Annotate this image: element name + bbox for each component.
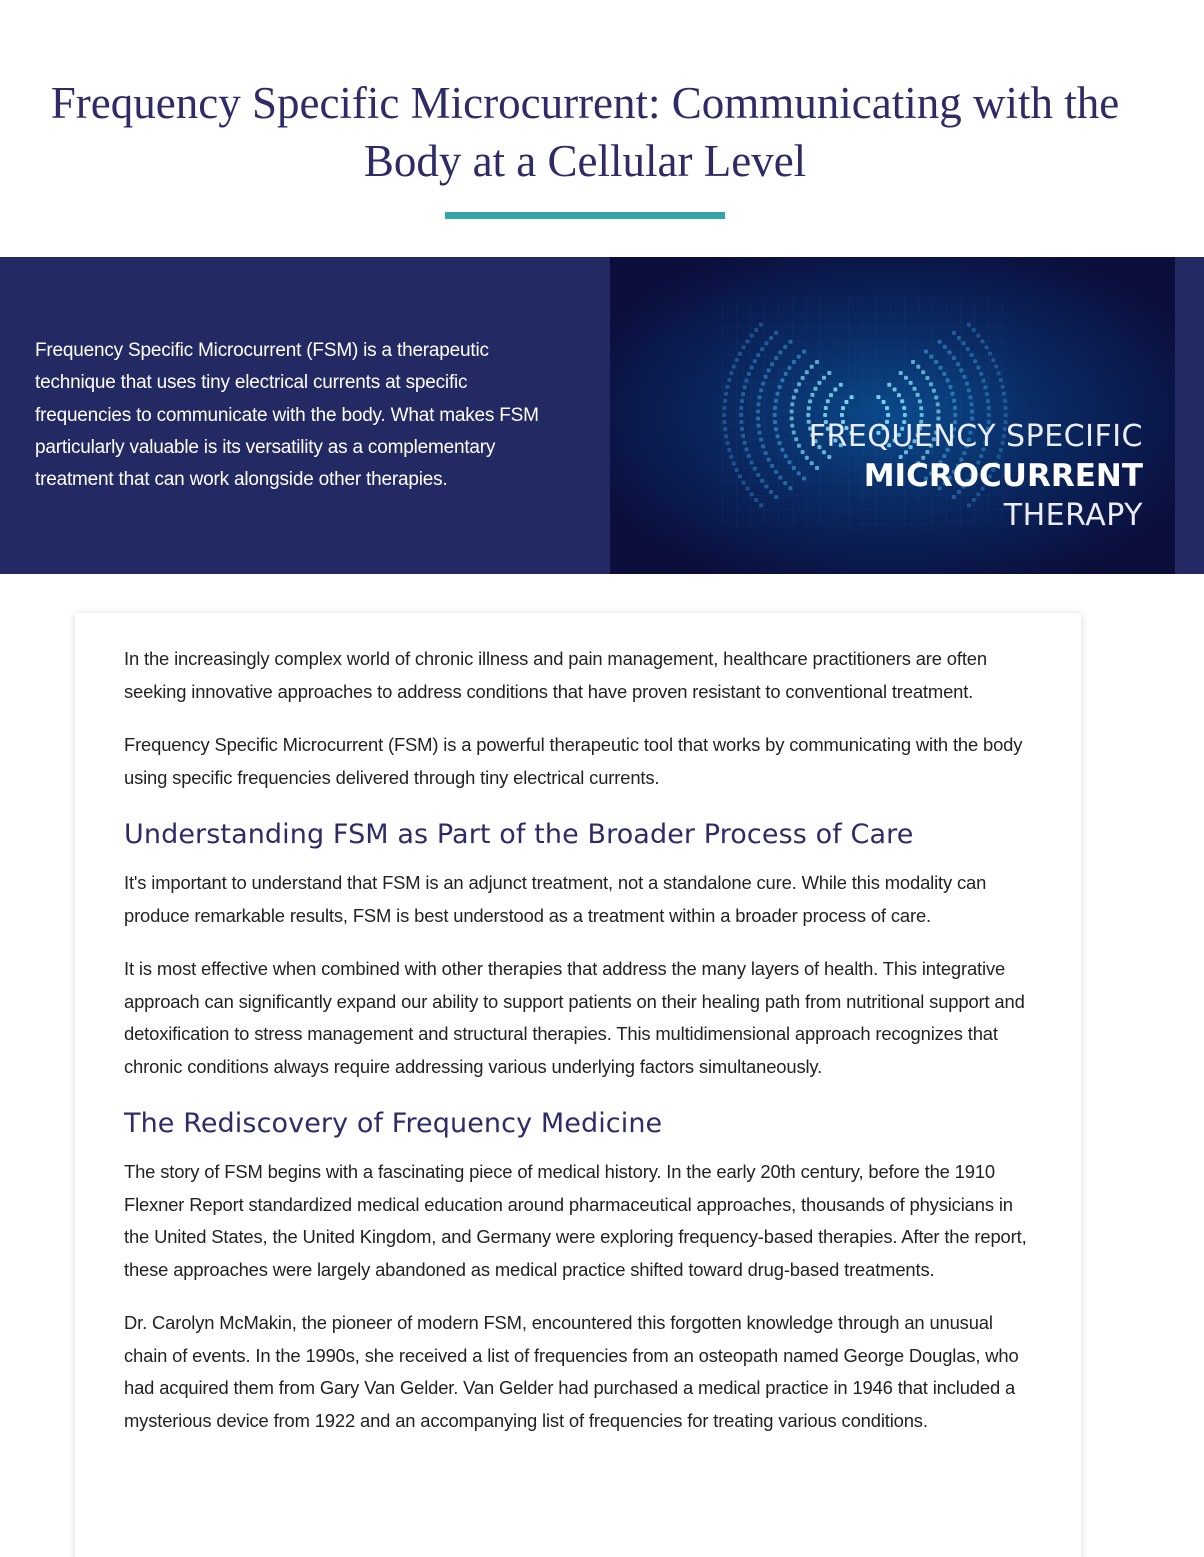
article-paragraph: It's important to understand that FSM is an adjunct treatment, not a standalone cure. While this modality can produce remarkable results, FSM is best understood as a treatment within a broader process of care. (124, 872, 987, 926)
image-caption-line1: FREQUENCY SPECIFIC (808, 419, 1143, 454)
article-paragraph: In the increasingly complex world of chronic illness and pain management, healthcare practitioners are often seeking innovative approaches to address conditions that have proven resistant to conventional treatment. (124, 648, 987, 702)
image-caption-line3: THERAPY (1003, 498, 1143, 533)
title-accent-rule (445, 212, 725, 219)
article-paragraph: The story of FSM begins with a fascinating piece of medical history. In the early 20th century, before the 1910 Flexner Report standardized medical education around pharmaceutical approaches, thousands of physicians in the United States, the United Kingdom, and Germany were exploring frequency-based therapies. After the report, these approaches were largely abandoned as medical practice shifted toward drug-based treatments. (124, 1161, 1027, 1280)
image-caption-line2: MICROCURRENT (863, 458, 1143, 494)
section-heading: Understanding FSM as Part of the Broader Process of Care (124, 819, 914, 850)
section-heading: The Rediscovery of Frequency Medicine (124, 1108, 663, 1139)
article-paragraph: It is most effective when combined with other therapies that address the many layers of health. This integrative approach can significantly expand our ability to support patients on their healing path from nutritional support and detoxification to stress management and structural therapies. This multidimensional approach recognizes that chronic conditions always require addressing various underlying factors simultaneously. (124, 958, 1025, 1077)
page-header (0, 0, 1204, 257)
article-paragraph: Frequency Specific Microcurrent (FSM) is a powerful therapeutic tool that works by communicating with the body using specific frequencies delivered through tiny electrical currents. (124, 734, 1023, 788)
hero-intro-text: Frequency Specific Microcurrent (FSM) is a therapeutic technique that uses tiny electrical currents at specific frequencies to communicate with the body. What makes FSM particularly valuable is its versatility as a complementary treatment that can work alongside other therapies. (35, 340, 539, 491)
hero-image (610, 257, 1175, 574)
article-body (124, 643, 1034, 1437)
sound-wave-graphic (610, 257, 1175, 574)
article-card (75, 613, 1081, 1557)
page-title: Frequency Specific Microcurrent: Communicating with the Body at a Cellular Level (50, 78, 1120, 186)
article-paragraph: Dr. Carolyn McMakin, the pioneer of modern FSM, encountered this forgotten knowledge through an unusual chain of events. In the 1990s, she received a list of frequencies from an osteopath named George Douglas, who had acquired them from Gary Van Gelder. Van Gelder had purchased a medical practice in 1946 that included a mysterious device from 1922 and an accompanying list of frequencies for treating various conditions. (124, 1312, 1019, 1431)
